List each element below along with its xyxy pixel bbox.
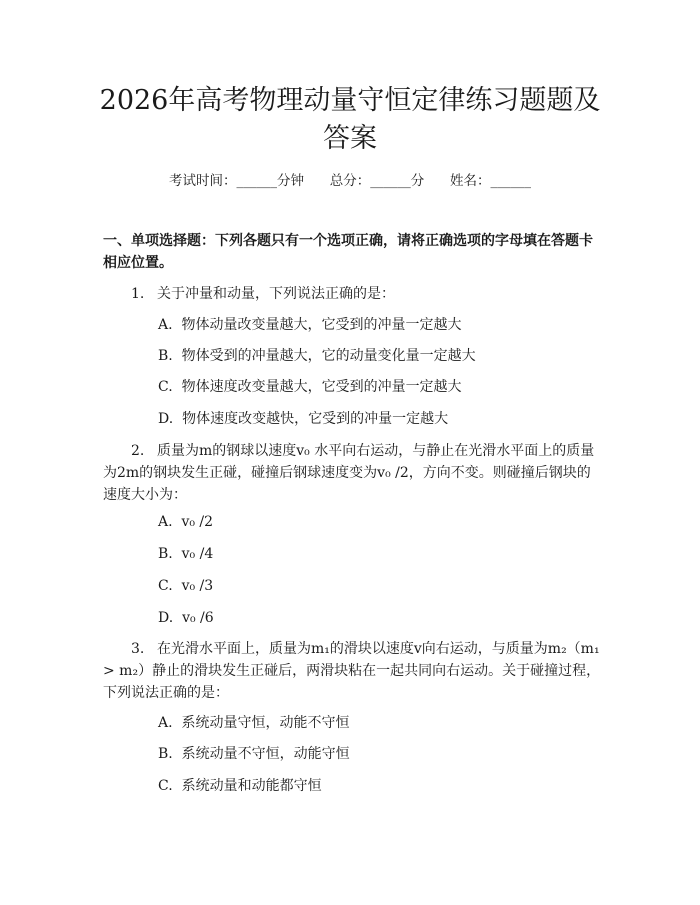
question-number: 1. [131,286,145,302]
question-1-stem [103,283,601,305]
question-3-option-b: B. 系统动量不守恒，动能守恒 [158,746,350,762]
question-text: 质量为m的钢球以速度v₀ 水平向右运动，与静止在光滑水平面上的质量为2m的钢块发生正碰，碰撞后钢球速度变为v₀ /2，方向不变。则碰撞后钢块的速度大小为： [103,443,595,503]
question-number: 2. [131,443,145,459]
question-text: 关于冲量和动量，下列说法正确的是： [157,286,395,302]
question-3-option-c: C. 系统动量和动能都守恒 [158,778,322,794]
document-title: 2026年高考物理动量守恒定律练习题题及答案 [99,85,601,154]
question-2-stem [103,440,601,506]
question-text: 在光滑水平面上，质量为m₁的滑块以速度v向右运动，与质量为m₂（m₁ > m₂）静止的滑块发生正碰后，两滑块粘在一起共同向右运动。关于碰撞过程，下列说法正确的是： [103,641,601,701]
question-1-option-b: B. 物体受到的冲量越大，它的动量变化量一定越大 [158,348,476,364]
question-1-option-c: C. 物体速度改变量越大，它受到的冲量一定越大 [158,379,462,395]
question-2-option-a: A. v₀ /2 [158,514,214,530]
question-3-option-a: A. 系统动量守恒，动能不守恒 [158,715,350,731]
question-2-option-b: B. v₀ /4 [158,546,214,562]
question-1-option-d: D. 物体速度改变越快，它受到的冲量一定越大 [158,411,449,427]
question-3-stem [103,638,601,704]
question-1-option-a: A. 物体动量改变量越大，它受到的冲量一定越大 [158,317,462,333]
exam-info-line: 考试时间：______分钟 总分：______分 姓名：______ [169,173,531,189]
question-2-option-c: C. v₀ /3 [158,578,214,594]
section-heading: 一、单项选择题：下列各题只有一个选项正确，请将正确选项的字母填在答题卡相应位置。 [103,233,593,271]
question-number: 3. [131,641,145,657]
question-2-option-d: D. v₀ /6 [158,610,214,626]
